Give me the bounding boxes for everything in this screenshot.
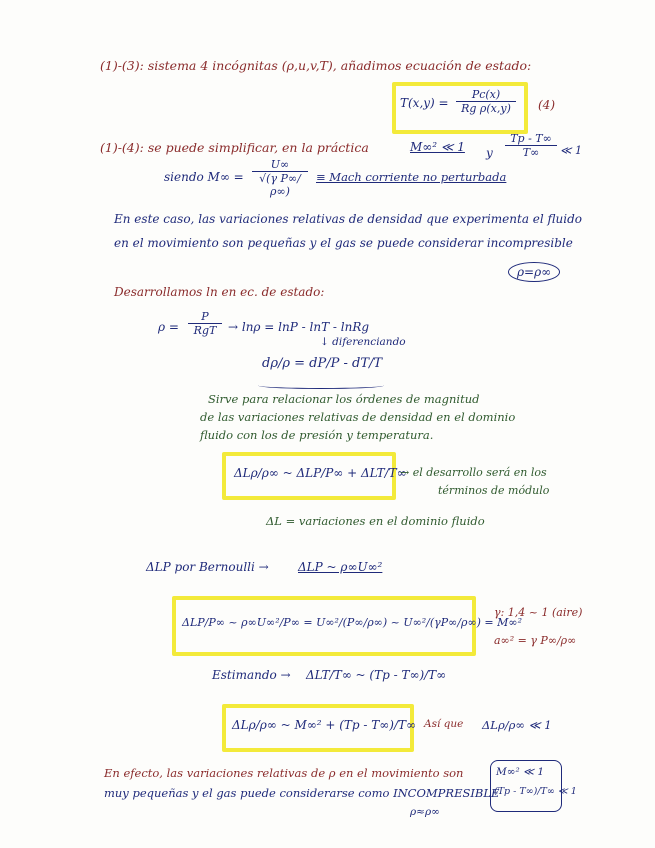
conclusion-line-2: muy pequeñas y el gas puede considerarse como INCOMPRESIBLE [104,786,500,800]
condition-mach: M∞² ≪ 1 [496,766,545,778]
mach-den: √(γ P∞/ρ∞) [259,172,301,198]
ll-one: ≪ 1 [560,144,583,157]
rho-eq: ρ = [158,320,179,334]
mach-definition: ≡ Mach corriente no perturbada [316,170,507,184]
rho-num: P [188,310,222,324]
line-simplify: (1)-(4): se puede simplificar, en la práctica [100,140,369,155]
line-incompressible: en el movimiento son pequeñas y el gas se puede considerar incompresible [114,236,573,250]
mach-estimate: ΔLP/P∞ ~ ρ∞U∞²/P∞ = U∞²/(P∞/ρ∞) ~ U∞²/(γP∞/ρ∞) = M∞² [182,616,522,629]
line-develop: Desarrollamos ln en ec. de estado: [114,285,325,299]
conclusion-line-1: En efecto, las variaciones relativas de ρ en el movimiento son [104,766,464,780]
density-result: ΔLρ/ρ∞ ≪ 1 [482,718,552,732]
differentiate-note: ↓ diferenciando [320,336,406,348]
rho-approx: ρ≈ρ∞ [410,806,440,818]
temp-num: Tp - T∞ [505,132,557,146]
estimating-intro: Estimando → [212,668,291,682]
siendo-mach: siendo M∞ = [164,170,244,184]
temp-condition-fraction [505,132,557,159]
mach-fraction [252,158,308,198]
line-fluid: fluido con los de presión y temperatura. [200,428,434,442]
mach-num: U∞ [252,158,308,172]
note-terms: términos de módulo [438,484,550,497]
mach-condition: M∞² ≪ 1 [410,140,465,154]
rho-constant-oval: ρ=ρ∞ [508,262,560,282]
density-estimate: ΔLρ/ρ∞ ~ M∞² + (Tp - T∞)/T∞ [232,718,417,732]
bernoulli-estimate: ΔLP ~ ρ∞U∞² [298,560,383,574]
line-purpose: Sirve para relacionar los órdenes de magnitud [208,392,480,406]
sound-speed-note: a∞² = γ P∞/ρ∞ [494,634,577,647]
line-variations: de las variaciones relativas de densidad en el dominio [200,410,516,424]
state-eq-den: Rg ρ(x,y) [461,102,511,115]
gamma-note: γ: 1,4 ~ 1 (aire) [494,606,583,619]
state-eq-lhs: T(x,y) = [400,96,449,110]
underbrace [258,382,384,389]
differential-eq: dρ/ρ = dP/P - dT/T [262,356,383,371]
rho-fraction [188,310,222,337]
state-eq-fraction [456,88,516,115]
line-case: En este caso, las variaciones relativas de densidad que experimenta el fluido [114,212,583,226]
note-develop: → el desarrollo será en los [400,466,547,479]
bernoulli-intro: ΔLP por Bernoulli → [146,560,269,574]
and-word: y [486,146,493,160]
line-system: (1)-(3): sistema 4 incógnitas (ρ,u,v,T), añadimos ecuación de estado: [100,58,532,73]
rho-den: RgT [193,324,217,337]
delta-definition: ΔL = variaciones en el dominio fluido [266,514,485,528]
log-eq: → lnρ = lnP - lnT - lnRg [228,320,370,334]
eq-tag: (4) [538,98,555,112]
temp-den: T∞ [522,146,540,159]
order-equation: ΔLρ/ρ∞ ~ ΔLP/P∞ + ΔLT/T∞ [234,466,407,480]
temperature-estimate: ΔLT/T∞ ~ (Tp - T∞)/T∞ [306,668,447,682]
asi-que: Así que [424,718,464,730]
condition-temp: (Tp - T∞)/T∞ ≪ 1 [494,786,577,797]
state-eq-num: Pc(x) [456,88,516,102]
